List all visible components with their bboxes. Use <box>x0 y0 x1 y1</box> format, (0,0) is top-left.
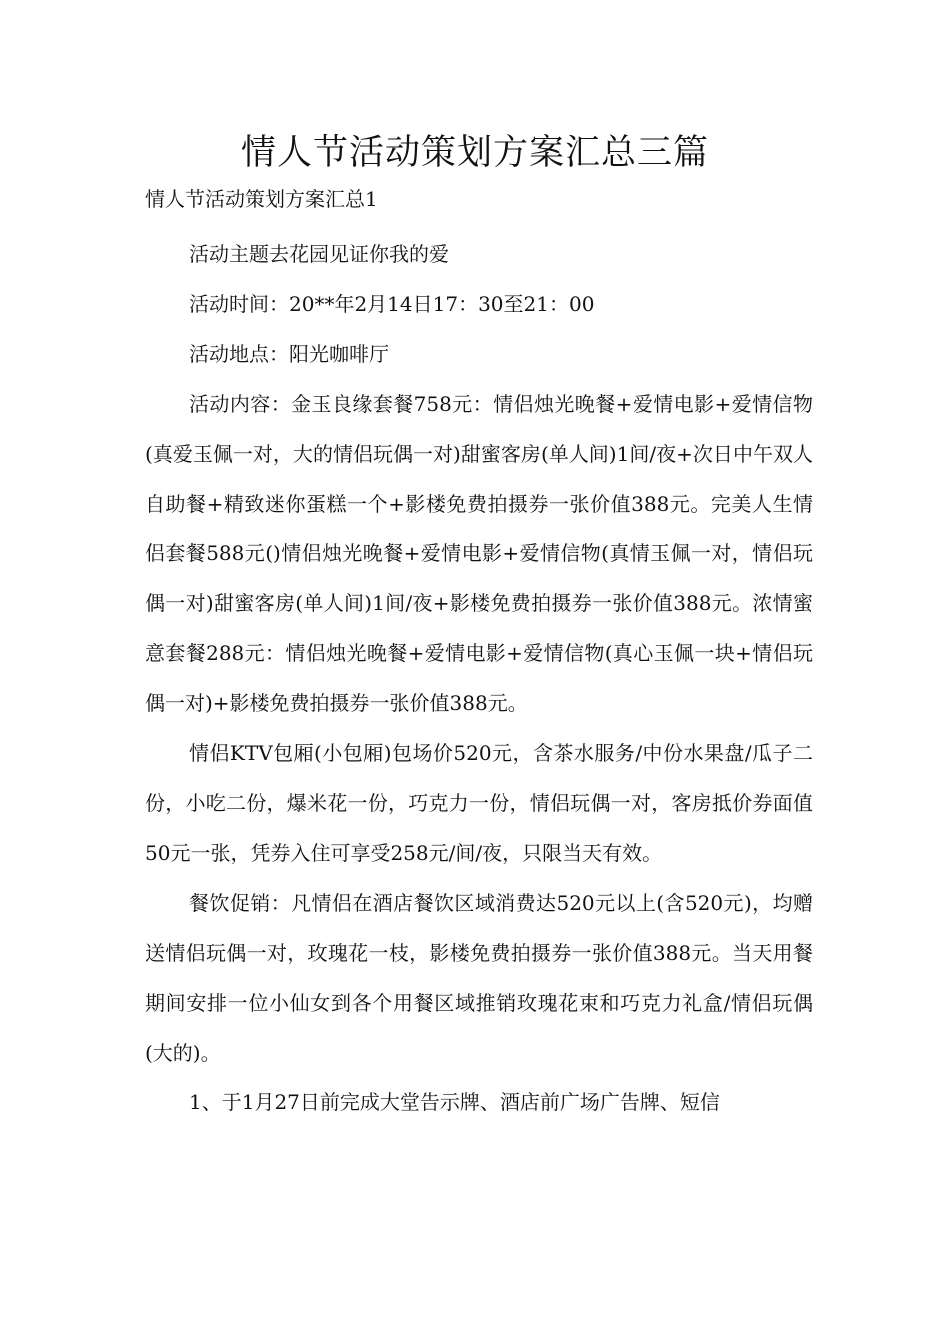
paragraph-location: 活动地点：阳光咖啡厅 <box>189 341 389 366</box>
document-subtitle: 情人节活动策划方案汇总1 <box>145 187 378 211</box>
paragraph-theme: 活动主题去花园见证你我的爱 <box>189 242 449 266</box>
paragraph-step-1: 1、于1月27日前完成大堂告示牌、酒店前广场广告牌、短信 <box>189 1090 720 1115</box>
document-title: 情人节活动策划方案汇总三篇 <box>240 133 709 173</box>
paragraph-dining: 餐饮促销：凡情侣在酒店餐饮区域消费达520元以上(含520元)，均赠送情侣玩偶一对，玫瑰花一枝，影楼免费拍摄券一张价值388元。当天用餐期间安排一位小仙女到各个用餐区域推销玫瑰花束和巧克力礼盒/情侣玩偶(大的)。 <box>145 890 813 1065</box>
document-body <box>145 230 813 1128</box>
paragraph-time: 活动时间：20**年2月14日17：30至21：00 <box>189 291 595 316</box>
paragraph-ktv: 情侣KTV包厢(小包厢)包场价520元，含茶水服务/中份水果盘/瓜子二份，小吃二份，爆米花一份，巧克力一份，情侣玩偶一对，客房抵价券面值50元一张，凭券入住可享受258元/间/夜，只限当天有效。 <box>145 741 813 865</box>
paragraph-content: 活动内容：金玉良缘套餐758元：情侣烛光晚餐+爱情电影+爱情信物(真爱玉佩一对，大的情侣玩偶一对)甜蜜客房(单人间)1间/夜+次日中午双人自助餐+精致迷你蛋糕一个+影楼免费拍摄券一张价值388元。完美人生情侣套餐588元()情侣烛光晚餐+爱情电影+爱情信物(真情玉佩一对，情侣玩偶一对)甜蜜客房(单人间)1间/夜+影楼免费拍摄券一张价值388元。浓情蜜意套餐288元：情侣烛光晚餐+爱情电影+爱情信物(真心玉佩一块+情侣玩偶一对)+影楼免费拍摄券一张价值388元。 <box>145 391 813 716</box>
